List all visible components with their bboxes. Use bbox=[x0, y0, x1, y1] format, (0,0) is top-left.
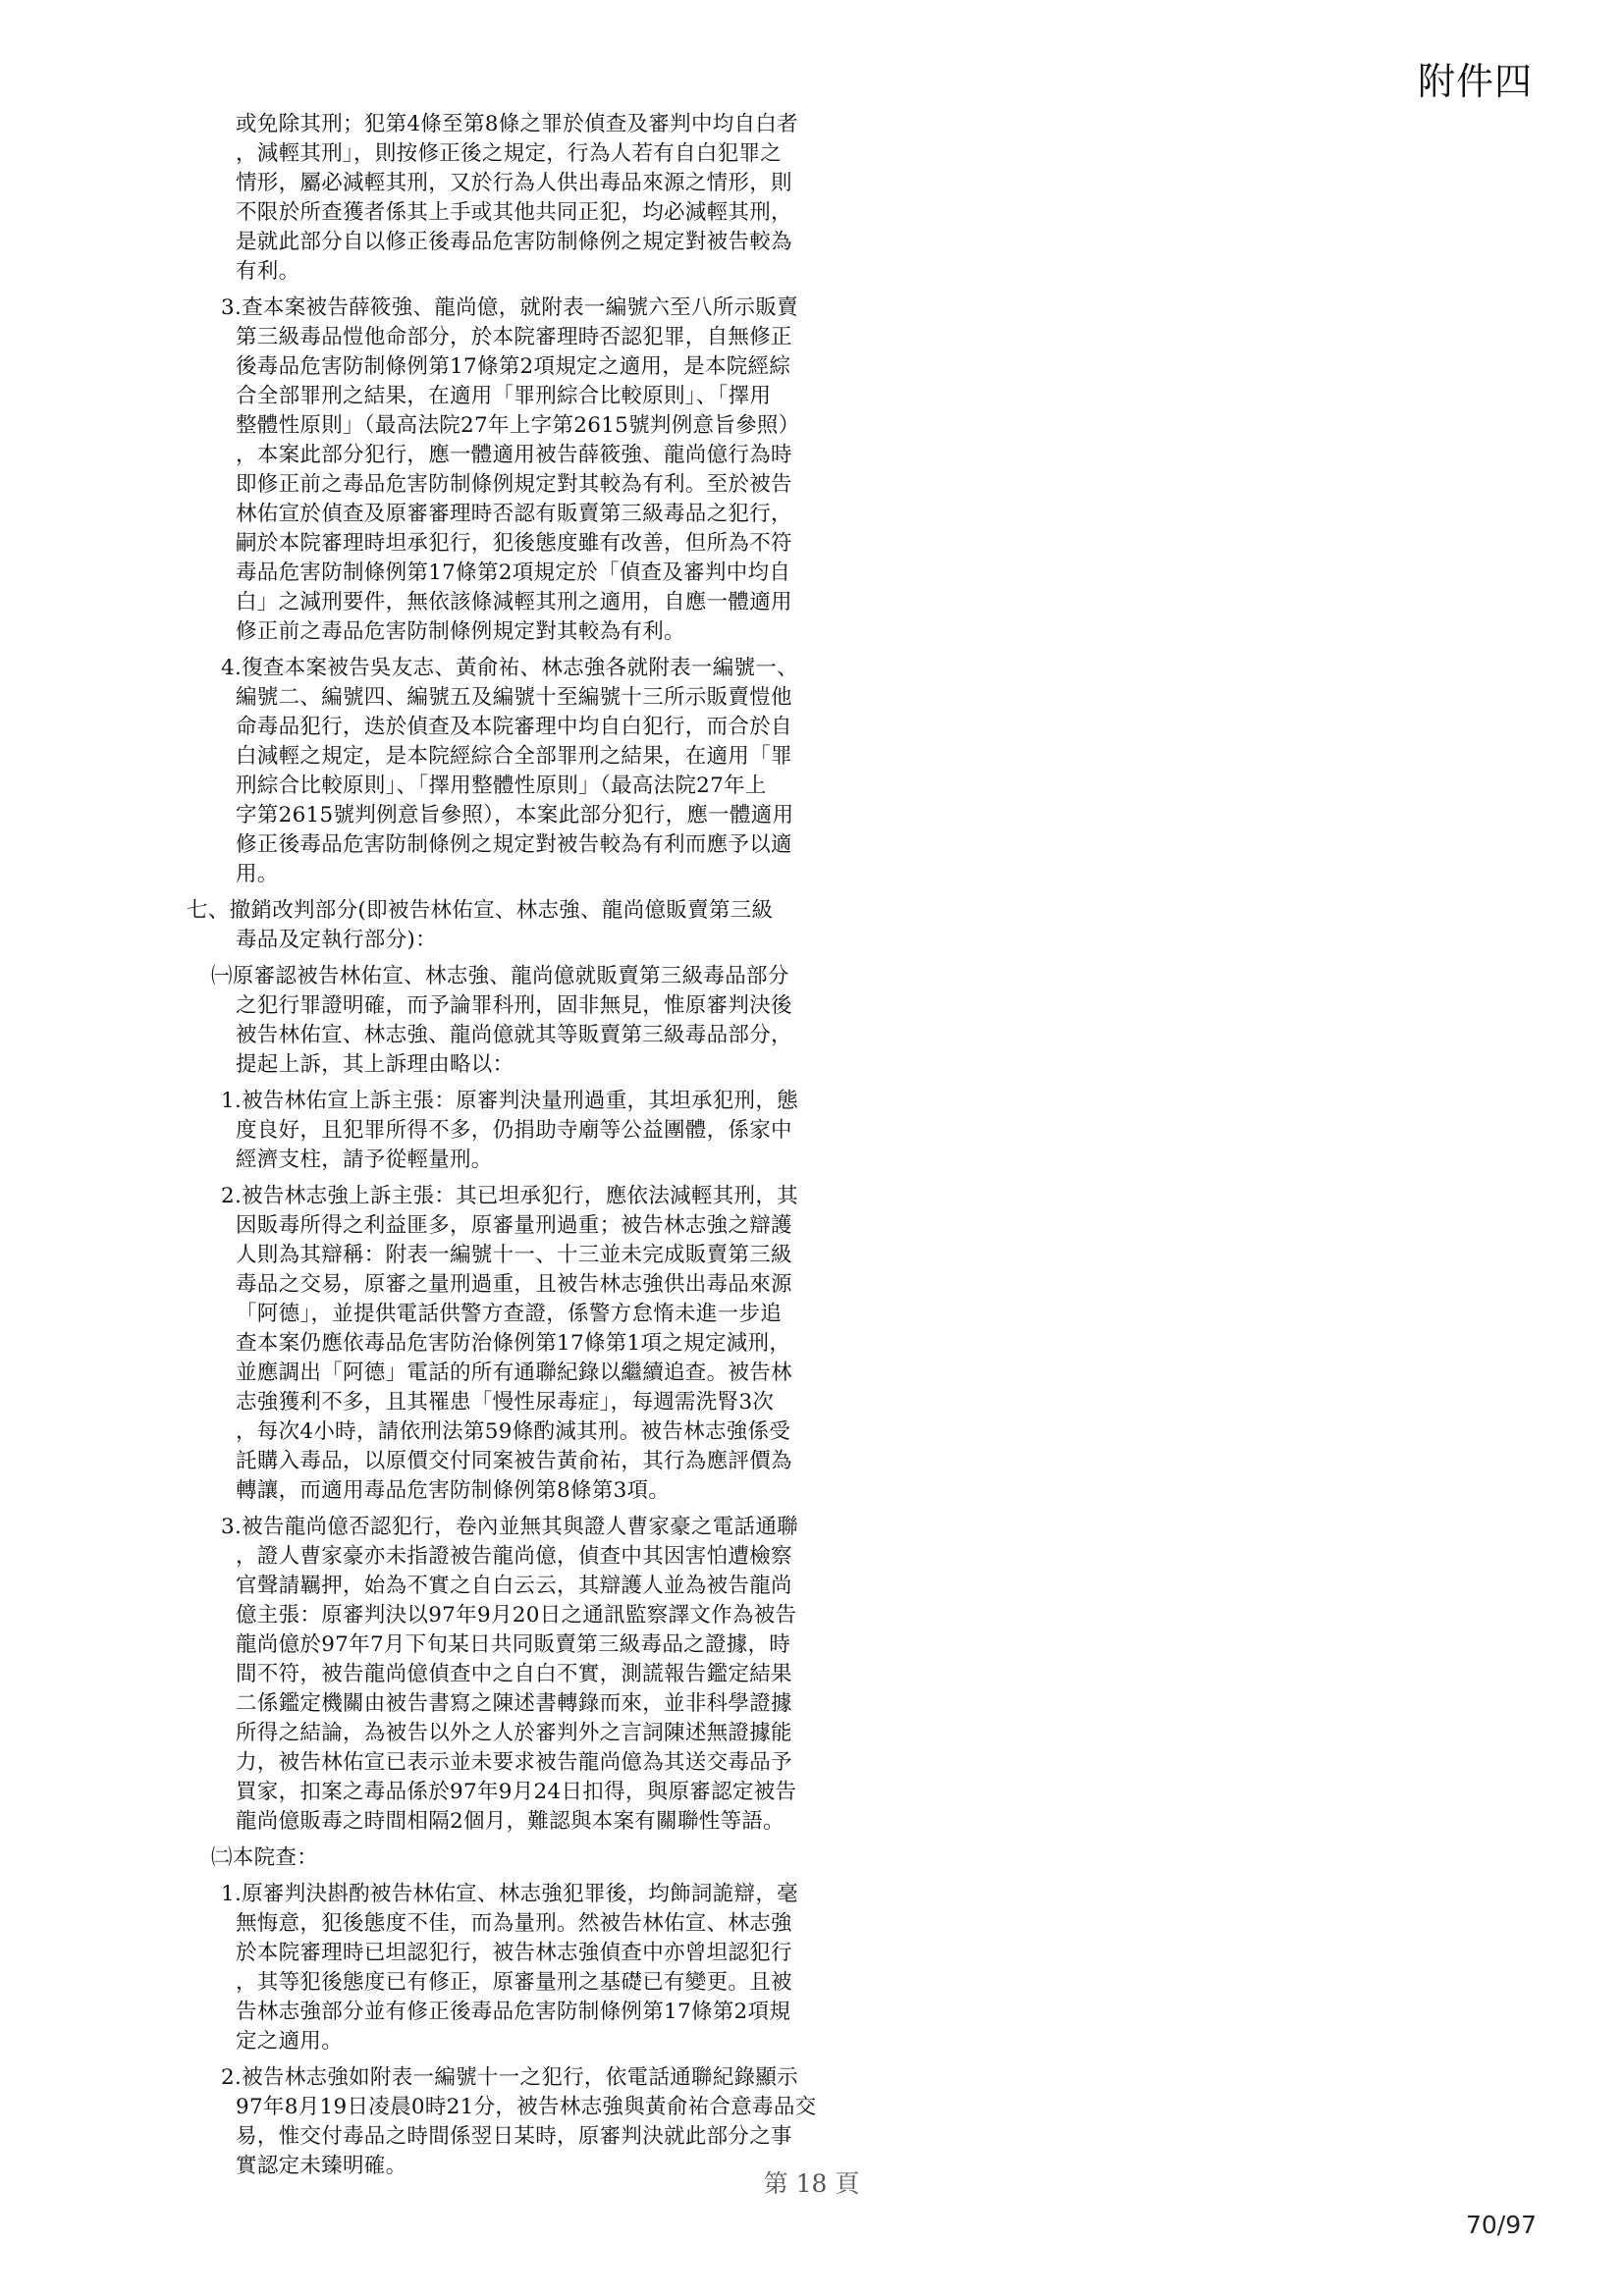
text-line: 七、撤銷改判部分(即被告林佑宣、林志強、龍尚億販賣第三級 bbox=[187, 898, 774, 923]
text-line: 官聲請羈押，始為不實之自白云云，其辯護人並為被告龍尚 bbox=[236, 1574, 792, 1598]
text-line: 因販毒所得之利益匪多，原審量刑過重；被告林志強之辯護 bbox=[236, 1213, 792, 1238]
text-line: 力，被告林佑宣已表示並未要求被告龍尚億為其送交毒品予 bbox=[236, 1750, 792, 1775]
text-line: 嗣於本院審理時坦承犯行，犯後態度雖有改善，但所為不符 bbox=[236, 531, 792, 556]
text-line: 龍尚億販毒之時間相隔2個月，難認與本案有關聯性等語。 bbox=[236, 1809, 784, 1834]
text-line: 林佑宣於偵查及原審審理時否認有販賣第三級毒品之犯行， bbox=[236, 502, 792, 526]
line-gap bbox=[187, 1175, 815, 1182]
text-line: 易，惟交付毒品之時間係翌日某時，原審判決就此部分之事 bbox=[236, 2124, 792, 2149]
document-body bbox=[187, 110, 815, 2181]
text-line: 是就此部分自以修正後毒品危害防制條例之規定對被告較為 bbox=[236, 230, 792, 254]
line-gap bbox=[187, 955, 815, 962]
text-line: 經濟支柱，請予從輕量刑。 bbox=[236, 1148, 493, 1172]
text-line: 後毒品危害防制條例第17條第2項規定之適用，是本院經綜 bbox=[236, 354, 791, 379]
annex-label: 附件四 bbox=[1417, 60, 1533, 103]
text-line: 提起上訴，其上訴理由略以： bbox=[236, 1052, 514, 1077]
text-line: 2.被告林志強上訴主張：其已坦承犯行，應依法減輕其刑，其 bbox=[221, 1184, 798, 1208]
line-gap bbox=[187, 1080, 815, 1087]
text-line: 億主張：原審判決以97年9月20日之通訊監察譯文作為被告 bbox=[236, 1603, 797, 1628]
text-line: 間不符，被告龍尚億偵查中之自白不實，測謊報告鑑定結果 bbox=[236, 1662, 792, 1686]
text-line: 字第2615號判例意旨參照），本案此部分犯行，應一體適用 bbox=[236, 803, 794, 828]
text-line: 修正後毒品危害防制條例之規定對被告較為有利而應予以適 bbox=[236, 832, 792, 857]
text-line: 毒品之交易，原審之量刑過重，且被告林志強供出毒品來源 bbox=[236, 1272, 792, 1297]
text-line: 於本院審理時已坦認犯行，被告林志強偵查中亦曾坦認犯行 bbox=[236, 1941, 792, 1965]
line-gap bbox=[187, 287, 815, 294]
line-gap bbox=[187, 647, 815, 654]
text-line: ，其等犯後態度已有修正，原審量刑之基礎已有變更。且被 bbox=[236, 1970, 792, 1995]
sheet-number: 70/97 bbox=[1465, 2211, 1537, 2239]
text-line: 「阿德」，並提供電話供警方查證，係警方怠惰未進一步追 bbox=[236, 1302, 783, 1326]
text-line: 轉讓，而適用毒品危害防制條例第8條第3項。 bbox=[236, 1478, 671, 1503]
text-line: 志強獲利不多，且其罹患「慢性尿毒症」，每週需洗腎3次 bbox=[236, 1390, 775, 1415]
text-line: 合全部罪刑之結果，在適用「罪刑綜合比較原則」、「擇用 bbox=[236, 384, 772, 408]
line-gap bbox=[187, 1837, 815, 1843]
text-line: 被告林佑宣、林志強、龍尚億就其等販賣第三級毒品部分， bbox=[236, 1023, 792, 1047]
text-line: 龍尚億於97年7月下旬某日共同販賣第三級毒品之證據，時 bbox=[236, 1632, 791, 1657]
text-line: 用。 bbox=[236, 862, 279, 886]
text-line: 白」之減刑要件，無依該條減輕其刑之適用，自應一體適用 bbox=[236, 590, 792, 614]
text-line: 即修正前之毒品危害防制條例規定對其較為有利。至於被告 bbox=[236, 472, 792, 497]
text-line: ㈠原審認被告林佑宣、林志強、龍尚億就販賣第三級毒品部分 bbox=[211, 964, 789, 988]
text-line: 告林志強部分並有修正後毒品危害防制條例第17條第2項規 bbox=[236, 2000, 791, 2024]
text-line: ，減輕其刑」，則按修正後之規定，行為人若有自白犯罪之 bbox=[236, 141, 783, 166]
text-line: 毒品危害防制條例第17條第2項規定於「偵查及審判中均自 bbox=[236, 561, 791, 585]
text-line: 3.被告龍尚億否認犯行，卷內並無其與證人曹家豪之電話通聯 bbox=[221, 1515, 798, 1539]
text-line: 1.原審判決斟酌被告林佑宣、林志強犯罪後，均飾詞詭辯，毫 bbox=[221, 1882, 798, 1906]
text-line: 無悔意，犯後態度不佳，而為量刑。然被告林佑宣、林志強 bbox=[236, 1911, 792, 1936]
text-line: 實認定未臻明確。 bbox=[236, 2154, 407, 2178]
text-line: 人則為其辯稱：附表一編號十一、十三並未完成販賣第三級 bbox=[236, 1243, 792, 1267]
text-line: 整體性原則」（最高法院27年上字第2615號判例意旨參照） bbox=[236, 413, 800, 438]
text-line: ㈡本院查： bbox=[211, 1845, 319, 1870]
text-line: 1.被告林佑宣上訴主張：原審判決量刑過重，其坦承犯刑，態 bbox=[221, 1089, 798, 1113]
text-line: ，本案此部分犯行，應一體適用被告薛筱強、龍尚億行為時 bbox=[236, 443, 792, 467]
line-gap bbox=[187, 2056, 815, 2063]
text-line: 編號二、編號四、編號五及編號十至編號十三所示販賣愷他 bbox=[236, 685, 792, 710]
line-gap bbox=[187, 889, 815, 896]
line-gap bbox=[187, 1506, 815, 1513]
text-line: 之犯行罪證明確，而予論罪科刑，固非無見，惟原審判決後 bbox=[236, 993, 792, 1018]
text-line: 2.被告林志強如附表一編號十一之犯行，依電話通聯紀錄顯示 bbox=[221, 2065, 798, 2090]
text-line: 第三級毒品愷他命部分，於本院審理時否認犯罪，自無修正 bbox=[236, 325, 792, 349]
text-line: ，每次4小時，請依刑法第59條酌減其刑。被告林志強係受 bbox=[236, 1419, 791, 1444]
text-line: 或免除其刑；犯第4條至第8條之罪於偵查及審判中均自白者 bbox=[236, 112, 798, 136]
text-line: 刑綜合比較原則」、「擇用整體性原則」（最高法院27年上 bbox=[236, 774, 767, 798]
text-line: 有利。 bbox=[236, 259, 300, 284]
text-line: 買家，扣案之毒品係於97年9月24日扣得，與原審認定被告 bbox=[236, 1780, 797, 1804]
text-line: 並應調出「阿德」電話的所有通聯紀錄以繼續追查。被告林 bbox=[236, 1361, 792, 1385]
text-line: 修正前之毒品危害防制條例規定對其較為有利。 bbox=[236, 619, 685, 644]
page-number: 第 18 頁 bbox=[763, 2169, 860, 2198]
text-line: 二係鑑定機關由被告書寫之陳述書轉錄而來，並非科學證據 bbox=[236, 1691, 792, 1716]
text-line: 託購入毒品，以原價交付同案被告黃俞祐，其行為應評價為 bbox=[236, 1449, 792, 1473]
text-line: 度良好，且犯罪所得不多，仍捐助寺廟等公益團體，係家中 bbox=[236, 1118, 792, 1143]
text-line: 4.復查本案被告吳友志、黃俞祐、林志強各就附表一編號一、 bbox=[221, 656, 798, 680]
text-line: 97年8月19日凌晨0時21分，被告林志強與黃俞祐合意毒品交 bbox=[236, 2095, 817, 2119]
text-line: 定之適用。 bbox=[236, 2029, 344, 2054]
text-line: 3.查本案被告薛筱強、龍尚億，就附表一編號六至八所示販賣 bbox=[221, 295, 798, 320]
line-gap bbox=[187, 1873, 815, 1880]
text-line: 情形，屬必減輕其刑，又於行為人供出毒品來源之情形，則 bbox=[236, 171, 792, 195]
text-line: 毒品及定執行部分)： bbox=[236, 928, 437, 952]
text-line: 不限於所查獲者係其上手或其他共同正犯，均必減輕其刑， bbox=[236, 200, 792, 225]
text-line: ，證人曹家豪亦未指證被告龍尚億，偵查中其因害怕遭檢察 bbox=[236, 1544, 792, 1569]
text-line: 查本案仍應依毒品危害防治條例第17條第1項之規定減刑， bbox=[236, 1331, 791, 1356]
text-line: 白減輕之規定，是本院經綜合全部罪刑之結果，在適用「罪 bbox=[236, 744, 792, 769]
text-line: 命毒品犯行，迭於偵查及本院審理中均自白犯行，而合於自 bbox=[236, 715, 792, 739]
text-line: 所得之結論，為被告以外之人於審判外之言詞陳述無證據能 bbox=[236, 1721, 792, 1745]
